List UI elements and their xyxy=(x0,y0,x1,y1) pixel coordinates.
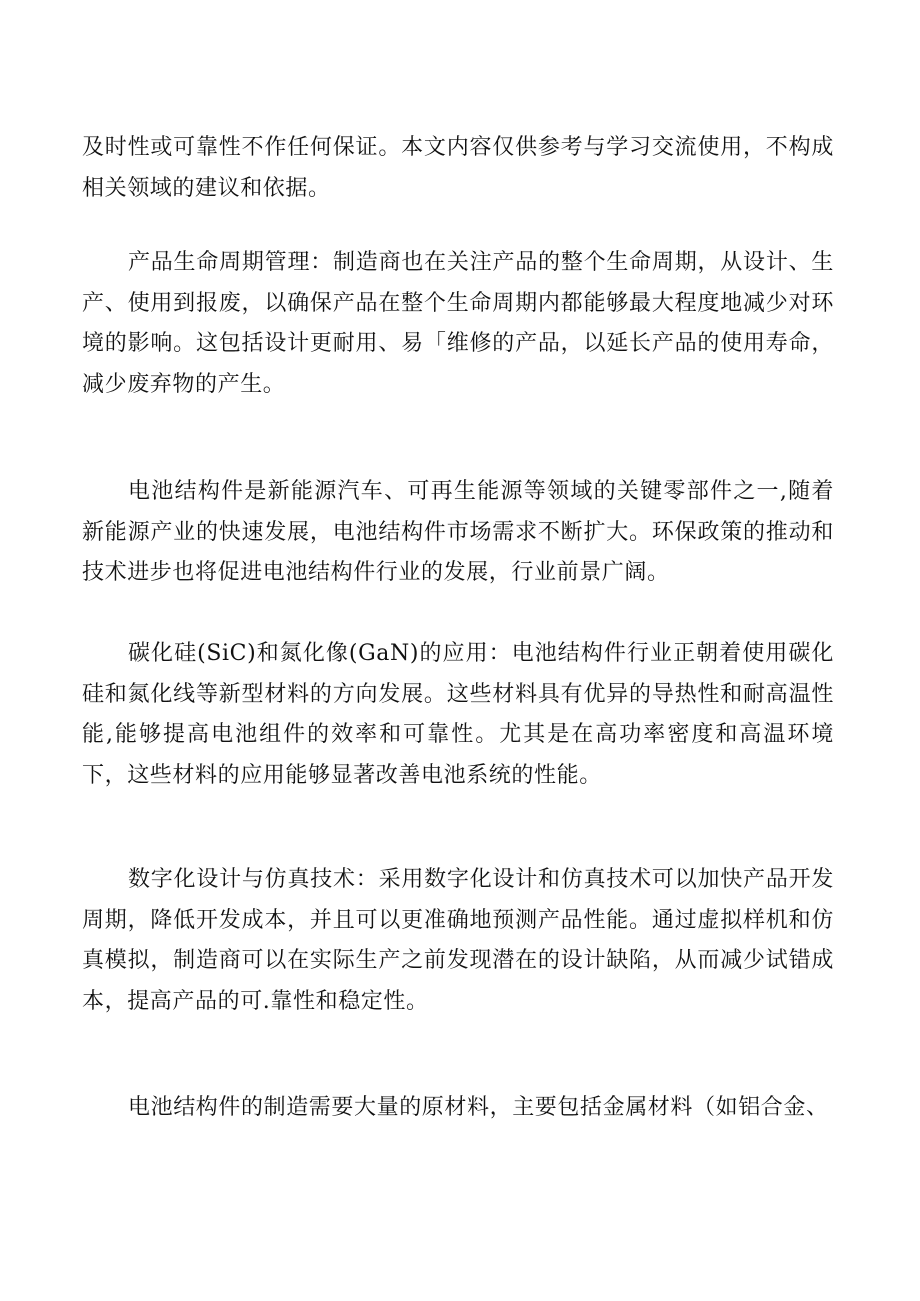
paragraph-sic-gan-application: 碳化硅(SiC)和氮化像(GaN)的应用：电池结构件行业正朝着使用碳化硅和氮化线等新型材料的方向发展。这些材料具有优异的导热性和耐高温性能,能够提高电池组件的效率和可靠性。尤其是在高功率密度和高温环境下，这些材料的应用能够显著改善电池系统的性能。 xyxy=(82,641,834,788)
paragraph-digital-design-simulation: 数字化设计与仿真技术：采用数字化设计和仿真技术可以加快产品开发周期，降低开发成本，并且可以更准确地预测产品性能。通过虚拟样机和仿真模拟，制造商可以在实际生产之前发现潜在的设计缺陷，从而减少试错成本，提高产品的可.靠性和稳定性。 xyxy=(82,867,834,1014)
paragraph-lifecycle-management: 产品生命周期管理：制造商也在关注产品的整个生命周期，从设计、生产、使用到报废，以确保产品在整个生命周期内都能够最大程度地减少对环境的影响。这包括设计更耐用、易「维修的产品，以延长产品的使用寿命，减少废弃物的产生。 xyxy=(82,250,834,397)
paragraph-raw-materials: 电池结构件的制造需要大量的原材料，主要包括金属材料（如铝合金、 xyxy=(128,1095,829,1120)
paragraph-industry-outlook: 电池结构件是新能源汽车、可再生能源等领域的关键零部件之一,随着新能源产业的快速发展，电池结构件市场需求不断扩大。环保政策的推动和技术进步也将促进电池结构件行业的发展，行业前景广阔。 xyxy=(82,479,834,585)
paragraph-disclaimer-continued: 及时性或可靠性不作任何保证。本文内容仅供参考与学习交流使用，不构成相关领域的建议和依据。 xyxy=(82,135,834,201)
